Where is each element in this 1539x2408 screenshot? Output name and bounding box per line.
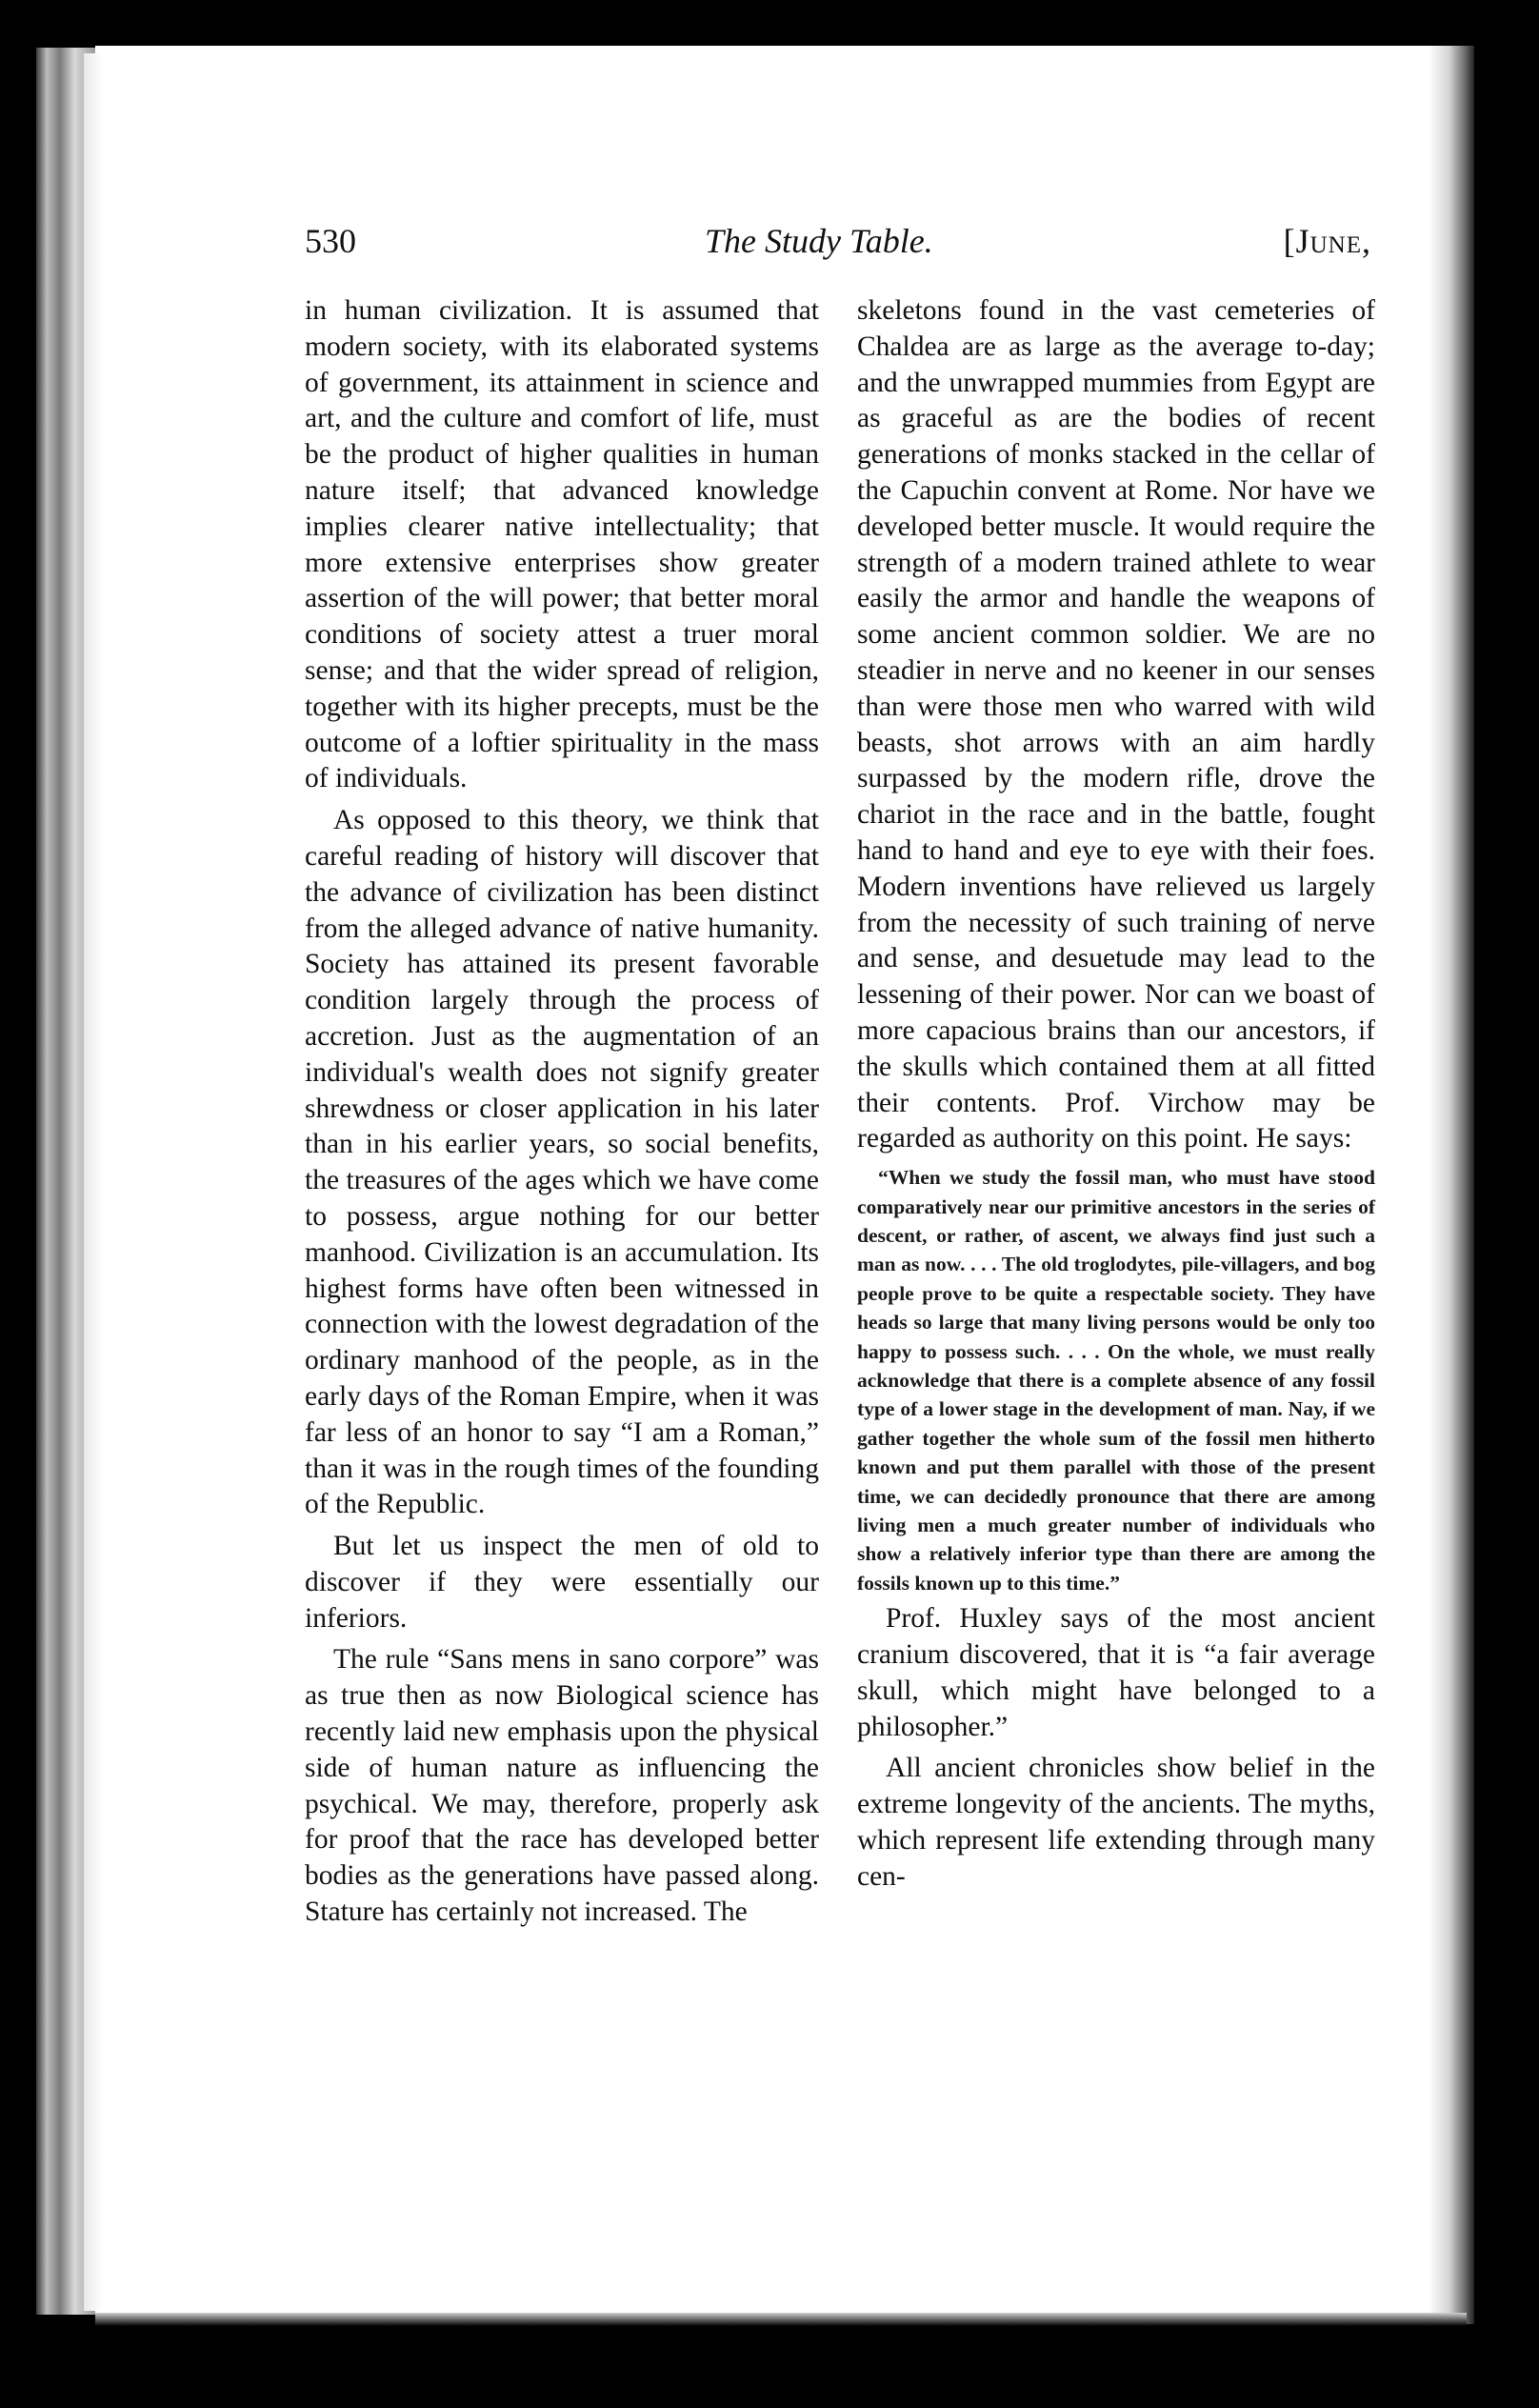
running-month: [June,	[1283, 222, 1371, 260]
block-quote: “When we study the fossil man, who must have stood comparatively near our primitive ancestors in the series of descent, or rather, of ascent, we always find just such a man as now. . . . The old troglodytes, pile-villagers, and bog people prove to be quite a respectable society. They have heads so large that many living persons would be only too happy to possess such. . . . On the whole, we must really acknowledge that there is a complete absence of any fossil type of a lower stage in the development of man. Nay, if we gather together the whole sum of the fossil men hitherto known and put them parallel with those of the present time, we can decidedly pronounce that there are among living men a much greater number of individuals who show a relatively inferior type than there are among the fossils known up to this time.”	[857, 1166, 1375, 1595]
page-number: 530	[305, 222, 356, 260]
right-column	[857, 293, 1375, 1896]
paragraph: But let us inspect the men of old to discover if they were essentially our inferiors.	[305, 1531, 819, 1634]
paragraph: skeletons found in the vast cemeteries of Chaldea are as large as the average to-day; and the unwrapped mummies from Egypt are as graceful as are the bodies of recent generations of monks stacked in the cellar of the Capuchin convent at Rome. Nor have we developed better muscle. It would require the strength of a modern trained athlete to wear easily the armor and handle the weapons of some ancient common soldier. We are no steadier in nerve and no keener in our senses than were those men who warred with wild beasts, shot arrows with an aim hardly surpassed by the modern rifle, drove the chariot in the race and in the battle, fought hand to hand and eye to eye with their foes. Modern inventions have relieved us largely from the necessity of such training of nerve and sense, and desuetude may lead to the lessening of their power. Nor can we boast of more capacious brains than our ancestors, if the skulls which contained them at all fitted their contents. Prof. Virchow may be regarded as authority on this point. He says:	[857, 295, 1375, 1154]
paragraph: in human civilization. It is assumed that modern society, with its elaborated systems of government, its attainment in science and art, and the culture and comfort of life, must be the product of higher qualities in human nature itself; that advanced knowledge implies clearer native intellectuality; that more extensive enterprises show greater assertion of the will power; that better moral conditions of society attest a truer moral sense; and that the wider spread of religion, together with its higher precepts, must be the outcome of a loftier spirituality in the mass of individuals.	[305, 295, 819, 794]
page-right-edge	[1429, 46, 1474, 2324]
paragraph: All ancient chronicles show belief in the extreme longevity of the ancients. The myths, which represent life extending through many cen-	[857, 1753, 1375, 1892]
page-bottom-edge	[95, 2313, 1467, 2326]
paragraph: Prof. Huxley says of the most ancient cranium discovered, that it is “a fair average skull, which might have belonged to a philosopher.”	[857, 1603, 1375, 1742]
page-gutter	[84, 53, 103, 2311]
paragraph: The rule “Sans mens in sano corpore” was as true then as now Biological science has recently laid new emphasis upon the physical side of human nature as influencing the psychical. We may, therefore, properly ask for proof that the race has developed better bodies as the generations have passed along. Stature has certainly not increased. The	[305, 1644, 819, 1928]
page-header	[305, 221, 1371, 278]
left-column	[305, 293, 819, 1931]
paragraph: As opposed to this theory, we think that careful reading of history will discover that the advance of civilization has been distinct from the alleged advance of native humanity. Society has attained its present favorable condition largely through the process of accretion. Just as the augmentation of an individual's wealth does not signify greater shrewdness or closer application in his later than in his earlier years, so social benefits, the treasures of the ages which we have come to possess, argue nothing for our better manhood. Civilization is an accumulation. Its highest forms have often been witnessed in connection with the lowest degradation of the ordinary manhood of the people, as in the early days of the Roman Empire, when it was far less of an honor to say “I am a Roman,” than it was in the rough times of the founding of the Republic.	[305, 805, 819, 1520]
running-title: The Study Table.	[705, 222, 933, 260]
